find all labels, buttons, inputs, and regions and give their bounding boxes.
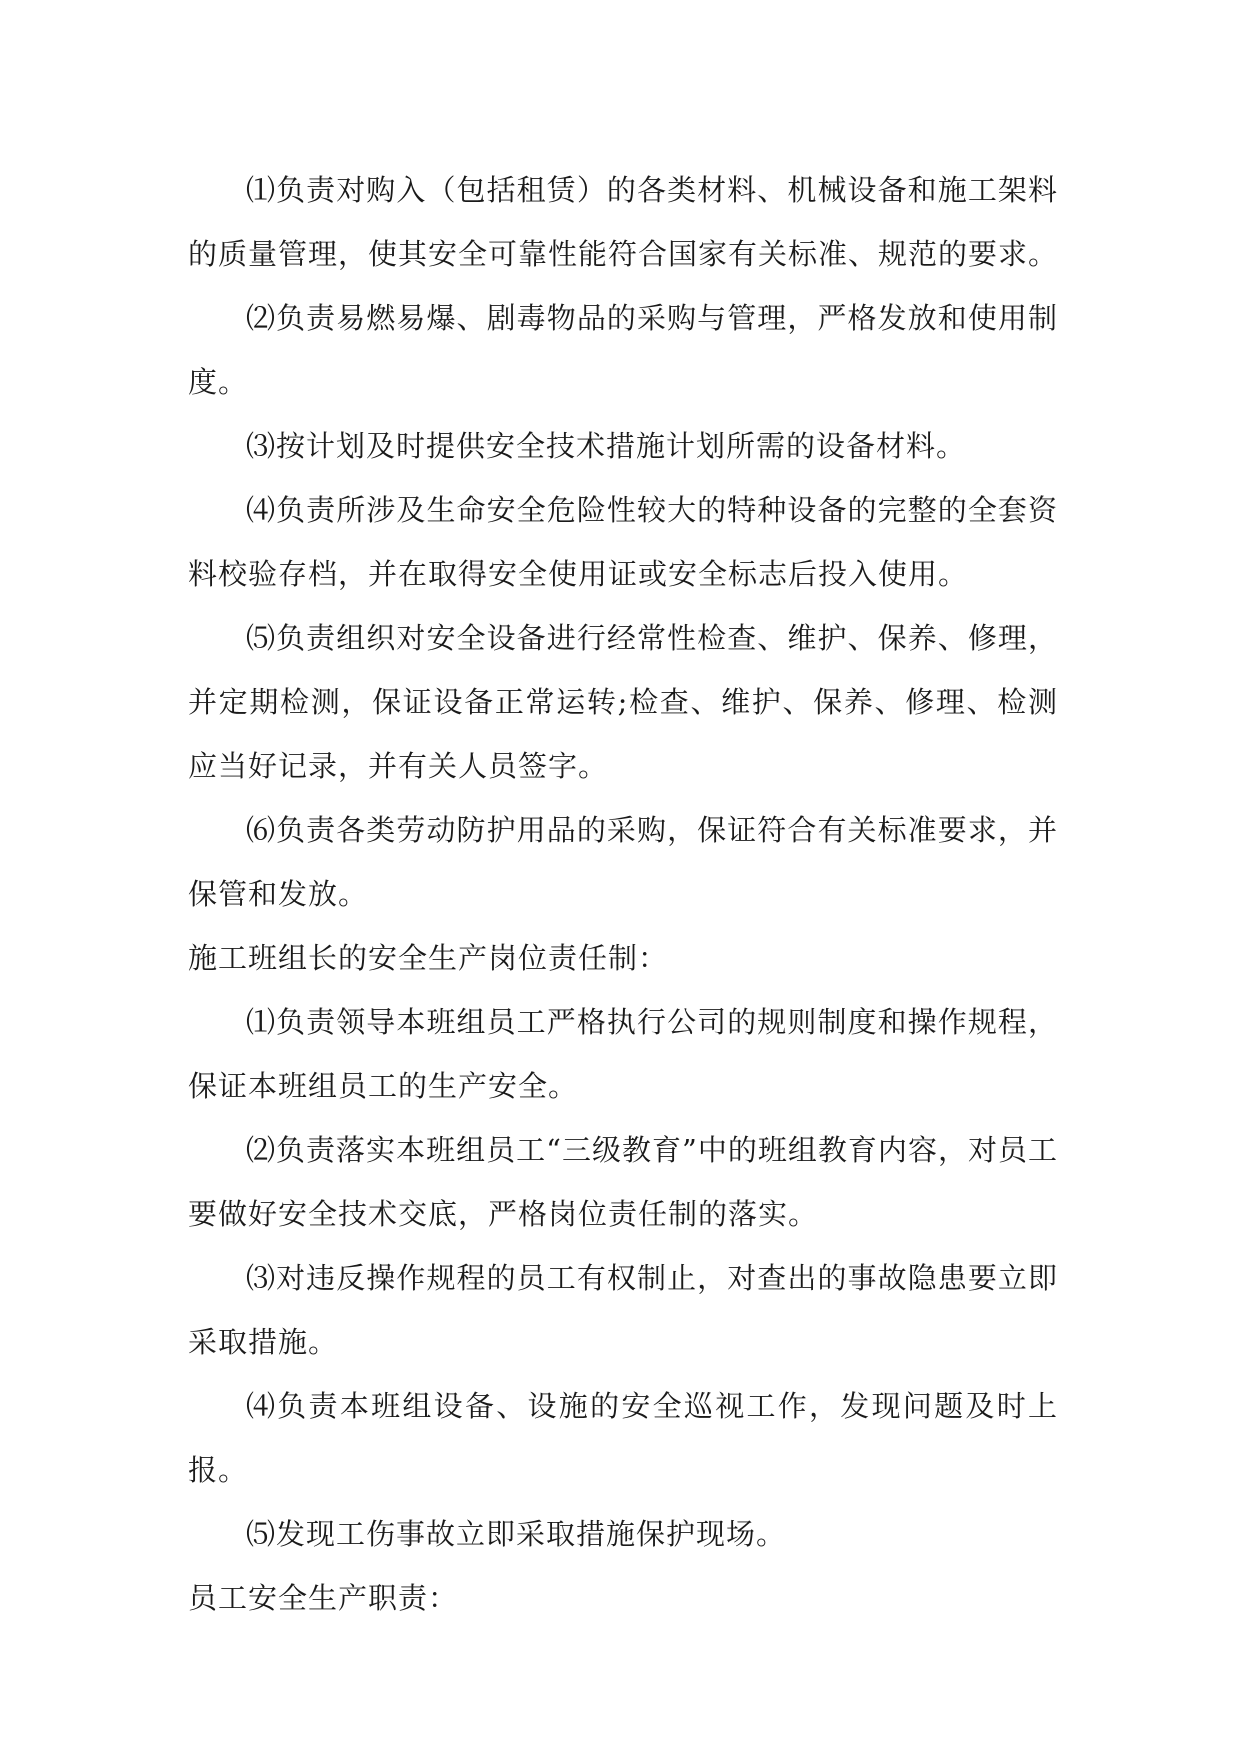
paragraph-leader-patrol: ⑷负责本班组设备、设施的安全巡视工作，发现问题及时上报。	[188, 1389, 1058, 1487]
paragraph-leader-education: ⑵负责落实本班组员工“三级教育”中的班组教育内容，对员工要做好安全技术交底，严格岗位责任制的落实。	[188, 1133, 1058, 1231]
heading-employee-duties: 员工安全生产职责：	[188, 1581, 459, 1615]
paragraph-leader-violations: ⑶对违反操作规程的员工有权制止，对查出的事故隐患要立即采取措施。	[188, 1261, 1058, 1359]
paragraph-leader-rules: ⑴负责领导本班组员工严格执行公司的规则制度和操作规程，保证本班组员工的生产安全。	[188, 1005, 1058, 1103]
paragraph-protective-gear: ⑹负责各类劳动防护用品的采购，保证符合有关标准要求，并保管和发放。	[188, 813, 1058, 911]
paragraph-leader-accident: ⑸发现工伤事故立即采取措施保护现场。	[246, 1517, 787, 1551]
paragraph-equipment-maintenance: ⑸负责组织对安全设备进行经常性检查、维护、保养、修理，并定期检测，保证设备正常运转;检查、维护、保养、修理、检测应当好记录，并有关人员签字。	[188, 621, 1058, 783]
document-body	[188, 158, 1058, 1630]
heading-team-leader: 施工班组长的安全生产岗位责任制：	[188, 941, 669, 975]
paragraph-material-quality: ⑴负责对购入（包括租赁）的各类材料、机械设备和施工架料的质量管理，使其安全可靠性能符合国家有关标准、规范的要求。	[188, 173, 1059, 271]
paragraph-equipment-supply: ⑶按计划及时提供安全技术措施计划所需的设备材料。	[246, 429, 967, 463]
paragraph-special-equipment: ⑷负责所涉及生命安全危险性较大的特种设备的完整的全套资料校验存档，并在取得安全使用证或安全标志后投入使用。	[188, 493, 1058, 591]
paragraph-hazardous-goods: ⑵负责易燃易爆、剧毒物品的采购与管理，严格发放和使用制度。	[188, 301, 1058, 399]
